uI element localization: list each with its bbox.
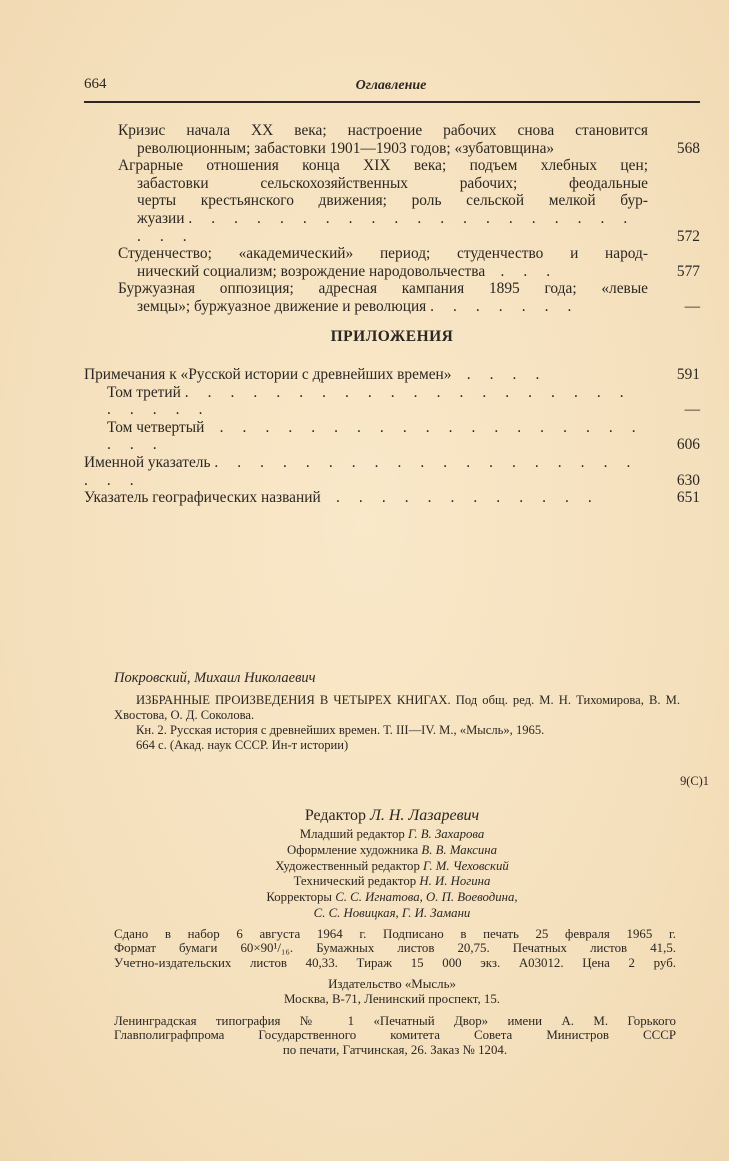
credit-name: Н. И. Ногина <box>419 874 491 889</box>
toc-entry-line: забастовки сельскохозяйственных рабочих; феодальные <box>137 174 648 192</box>
leader-dots: . . . . . . . . . . . . . . . . . . . . . . <box>84 453 638 489</box>
publisher <box>84 977 700 1006</box>
appendix-entry <box>84 384 700 419</box>
udc-code: 9(С)1 <box>680 774 709 788</box>
toc-entry <box>84 245 700 280</box>
catalog-paragraph: 664 с. (Акад. наук СССР. Ин-т истории) <box>136 738 349 752</box>
credit-name: Л. Н. Лазаревич <box>370 807 480 824</box>
leader-dots: . . . <box>489 262 558 280</box>
toc-entry-line: Студенчество; «академический» период; студенчество и народ- <box>118 245 648 263</box>
page-number: 664 <box>84 76 107 92</box>
running-head-title: Оглавление <box>355 78 427 93</box>
credit-line <box>84 890 700 906</box>
catalog-description <box>114 693 680 753</box>
imprint <box>114 927 676 970</box>
printer <box>114 1014 676 1057</box>
toc-entry <box>84 122 700 157</box>
credit-label: Редактор <box>304 807 366 824</box>
credit-label: Младший редактор <box>299 827 405 841</box>
credits <box>84 805 700 922</box>
appendix-entry-text: Том третий <box>107 383 181 401</box>
credit-line <box>84 906 700 922</box>
toc-page-number: 651 <box>676 489 700 507</box>
credit-line <box>84 827 700 843</box>
toc-page-number: 577 <box>676 262 700 280</box>
appendix-entry <box>84 419 700 454</box>
appendix-entry <box>84 366 700 384</box>
credit-name: В. В. Максина <box>421 842 498 857</box>
publisher-address: Москва, В-71, Ленинский проспект, 15. <box>283 991 501 1006</box>
printer-line: по печати, Гатчинская, 26. Заказ № 1204. <box>282 1042 508 1057</box>
catalog-paragraph: ИЗБРАННЫЕ ПРОИЗВЕДЕНИЯ В ЧЕТЫРЕХ КНИГАХ. Под общ. ред. М. Н. Тихомирова, В. М. Хвостова, О. Д. Соколова. <box>114 693 680 722</box>
toc-page-number: 606 <box>676 436 700 454</box>
toc-page-number: 572 <box>676 227 700 245</box>
credit-line <box>84 859 700 875</box>
appendix-entry-text: Указатель географических названий <box>84 489 321 507</box>
toc-entry-line: революционным; забастовки 1901—1903 годов; «зубатовщина» <box>137 139 555 157</box>
toc-entry-line: жуазии <box>137 209 185 227</box>
credit-line <box>84 874 700 890</box>
toc-entry <box>84 280 700 315</box>
toc-continued <box>84 122 700 316</box>
credit-label: Оформление художника <box>286 842 419 857</box>
catalog-paragraph: Кн. 2. Русская история с древнейших времен. Т. III—IV. М., «Мысль», 1965. <box>136 723 545 737</box>
leader-dots: . . . . . . . . . . . . . . . . . . . . . . . <box>137 209 635 245</box>
toc-page-number: — <box>684 401 700 419</box>
toc-page-number: — <box>684 297 700 315</box>
running-head <box>84 76 698 98</box>
credit-name: Г. В. Захарова <box>408 827 485 841</box>
header-rule <box>84 101 700 103</box>
imprint-line: Сдано в набор 6 августа 1964 г. Подписано в печать 25 февраля 1965 г. <box>114 927 676 941</box>
toc-entry-line: Буржуазная оппозиция; адресная кампания 1895 года; «левые <box>118 280 648 298</box>
leader-dots: . . . . . . . . . . . . . . . . . . . . . . <box>107 418 644 454</box>
credit-name: Г. М. Чеховский <box>423 858 509 873</box>
imprint-line: Формат бумаги 60×90¹/₁₆. Бумажных листов 20,75. Печатных листов 41,5. <box>114 941 676 956</box>
publisher-name: Издательство «Мысль» <box>328 977 456 991</box>
catalog-author: Покровский, Михаил Николаевич <box>114 670 316 686</box>
toc-page-number: 568 <box>676 139 700 157</box>
printer-line: Ленинградская типография № 1 «Печатный Двор» имени А. М. Горького <box>114 1014 676 1028</box>
credit-name: С. С. Новицкая, Г. И. Замани <box>313 905 471 920</box>
leader-dots: . . . . . . . . . . . . . . . . . . . . . . . . . <box>107 383 632 419</box>
leader-dots: . . . . <box>455 366 547 383</box>
appendix-entry-text: Именной указатель <box>84 453 211 471</box>
printer-line: Главполиграфпрома Государственного комитета Совета Министров СССР <box>114 1028 676 1043</box>
appendix-heading: ПРИЛОЖЕНИЯ <box>330 328 454 345</box>
leader-dots: . . . . . . . . . . . . <box>324 489 600 507</box>
toc-entry-line: земцы»; буржуазное движение и революция <box>137 297 427 315</box>
appendix-entry-text: Примечания к «Русской истории с древнейших времен» <box>84 366 452 383</box>
toc-entry <box>84 157 700 245</box>
credit-line <box>84 843 700 859</box>
toc-entry-line: черты крестьянского движения; роль сельской мелкой бур- <box>137 192 648 210</box>
toc-entry-line: нический социализм; возрождение народовольчества <box>137 262 486 280</box>
toc-entry-line: Аграрные отношения конца XIX века; подъем хлебных цен; <box>118 157 648 175</box>
toc-page-number: 591 <box>676 366 700 383</box>
appendix-entry-text: Том четвертый <box>107 418 205 436</box>
appendix-entry <box>84 454 700 489</box>
leader-dots: . . . . . . . <box>430 297 579 315</box>
appendix-entry <box>84 489 700 507</box>
credit-label: Корректоры <box>266 890 333 905</box>
appendix-list <box>84 366 700 507</box>
credit-label: Художественный редактор <box>275 858 420 873</box>
credit-label: Технический редактор <box>293 874 417 889</box>
credit-name: С. С. Игнатова, О. П. Воеводина, <box>335 890 518 905</box>
credit-editor <box>84 805 700 827</box>
toc-page-number: 630 <box>676 471 700 489</box>
imprint-line: Учетно-издательских листов 40,33. Тираж 15 000 экз. А03012. Цена 2 руб. <box>114 955 676 970</box>
toc-entry-line: Кризис начала XX века; настроение рабочих снова становится <box>118 122 648 139</box>
